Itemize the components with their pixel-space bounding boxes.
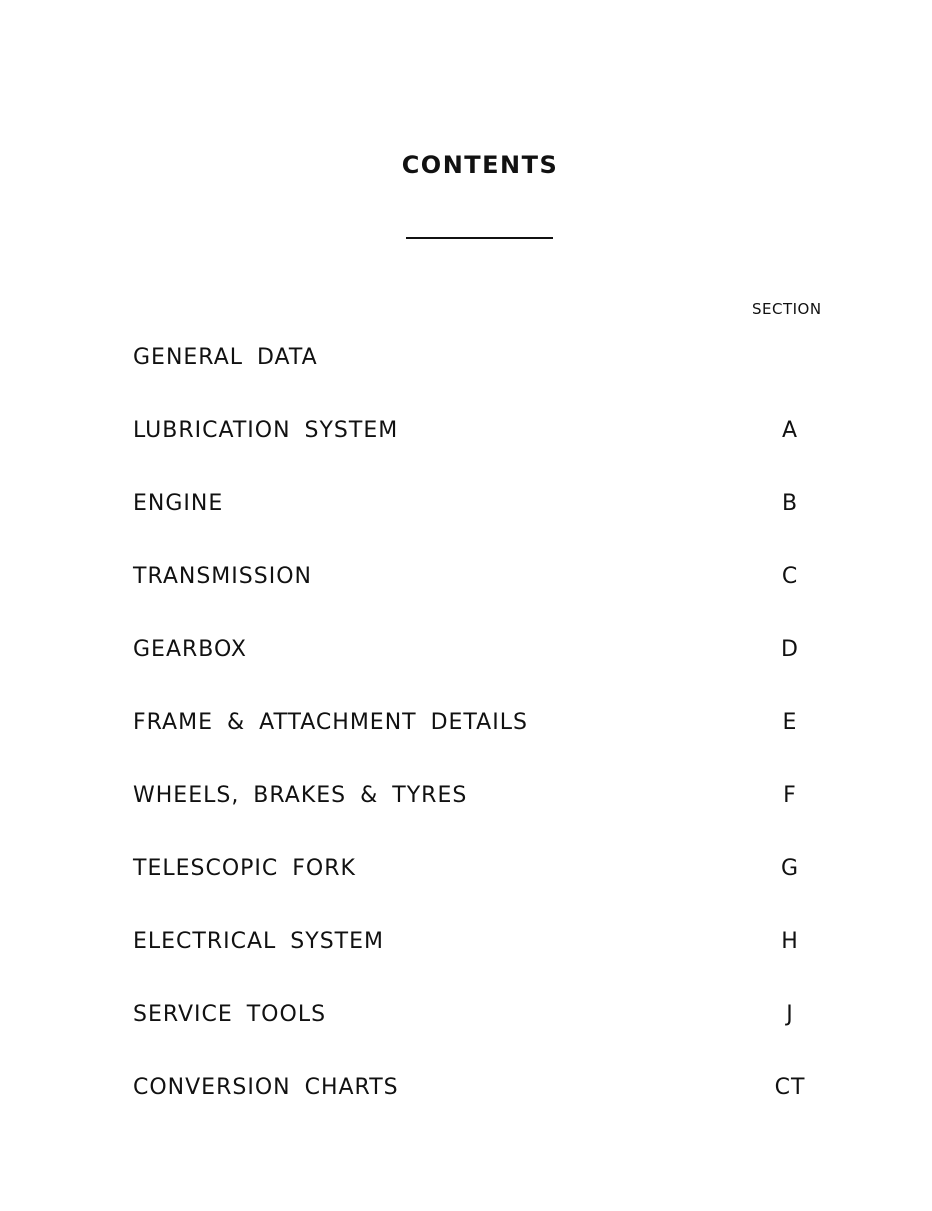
contents-row-wheels-brakes-tyres (133, 779, 813, 813)
contents-label: ELECTRICAL SYSTEM (133, 929, 384, 954)
section-code: J (786, 1002, 794, 1027)
contents-row-gearbox (133, 633, 813, 667)
contents-row-telescopic-fork (133, 852, 813, 886)
section-code: B (781, 491, 799, 516)
page-title: CONTENTS (401, 151, 559, 179)
contents-row-general-data (133, 341, 813, 375)
section-code: E (782, 710, 798, 735)
contents-label: LUBRICATION SYSTEM (133, 418, 399, 443)
contents-row-lubrication-system (133, 414, 813, 448)
section-code: C (781, 564, 799, 589)
contents-label: ENGINE (133, 491, 224, 516)
section-column-header: SECTION (752, 300, 822, 318)
section-code: A (781, 418, 799, 443)
contents-row-frame-attachment-details (133, 706, 813, 740)
contents-row-service-tools (133, 998, 813, 1032)
section-code: G (780, 856, 800, 881)
contents-row-electrical-system (133, 925, 813, 959)
title-underline (406, 237, 553, 239)
section-code: D (781, 637, 799, 662)
contents-label: FRAME & ATTACHMENT DETAILS (133, 710, 528, 735)
contents-label: TRANSMISSION (133, 564, 312, 589)
contents-label: WHEELS, BRAKES & TYRES (133, 783, 468, 808)
contents-label: TELESCOPIC FORK (133, 856, 356, 881)
contents-label: CONVERSION CHARTS (133, 1075, 399, 1100)
contents-row-engine (133, 487, 813, 521)
contents-label: GEARBOX (133, 637, 247, 662)
section-code: F (783, 783, 797, 808)
section-code: CT (774, 1075, 806, 1100)
contents-label: SERVICE TOOLS (133, 1002, 327, 1027)
section-code: H (781, 929, 799, 954)
contents-row-conversion-charts (133, 1071, 813, 1105)
contents-label: GENERAL DATA (133, 345, 318, 370)
contents-row-transmission (133, 560, 813, 594)
